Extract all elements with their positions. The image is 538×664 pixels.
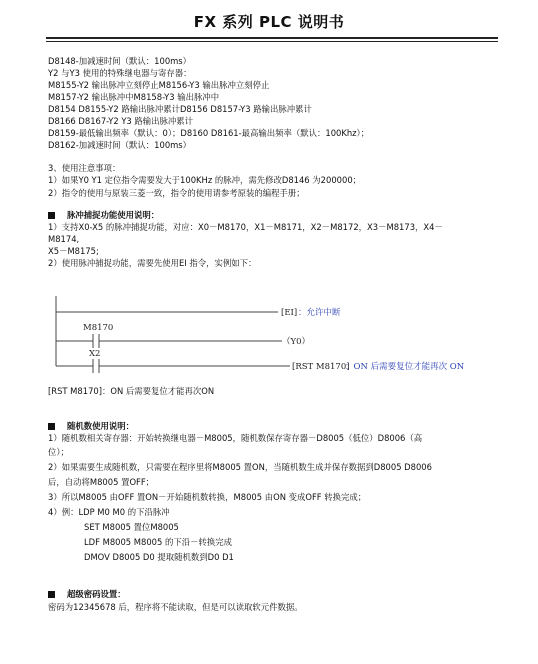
text-line: D8154 D8155-Y2 路输出脉冲累计D8156 D8157-Y3 路输出脉冲累计: [48, 104, 312, 114]
capture-line: M8174,: [48, 234, 80, 244]
random-line: 位）；: [48, 447, 69, 457]
capture-line: 2）使用脉冲捕捉功能，需要先使用EI 指令，实例如下：: [48, 258, 257, 268]
ladder-rst-instruction: [RST M8170]: [292, 362, 350, 372]
ladder-ei-comment: ：允许中断: [298, 308, 341, 318]
notes-heading: 3、使用注意事项：: [48, 163, 121, 173]
text-line: M8155-Y2 输出脉冲立刻停止M8156-Y3 输出脉冲立刻停止: [48, 80, 270, 90]
ladder-contact-label: X2: [89, 349, 101, 359]
text-line: Y2 与Y3 使用的特殊继电器与寄存器：: [48, 68, 192, 78]
ladder-ei-instruction: [EI]: [281, 308, 298, 318]
random-heading-text: 随机数使用说明：: [67, 421, 134, 431]
code-line: DMOV D8005 D0 提取随机数到D0 D1: [84, 552, 234, 562]
code-line: LDF M8005 M8005 的下沿－转换完成: [84, 537, 232, 547]
text-line: D8148-加减速时间（默认：100ms）: [48, 56, 192, 66]
header-rule-thin: [46, 41, 498, 42]
ladder-caption: [RST M8170]：ON 后需要复位才能再次ON: [48, 386, 215, 396]
ladder-contact-label: M8170: [83, 323, 114, 333]
code-line: SET M8005 置位M8005: [84, 522, 179, 532]
random-line: 2）如果需要生成随机数，只需要在程序里将M8005 置ON，当随机数生成并保存数据到D8005 D8006: [48, 462, 432, 472]
ladder-coil: （Y0）: [282, 337, 311, 347]
section-heading-capture: [48, 210, 159, 221]
password-heading-text: 超级密码设置：: [67, 589, 126, 599]
random-line: 后，自动将M8005 置OFF；: [48, 477, 155, 487]
text-line: D8162-加减速时间（默认：100ms）: [48, 140, 192, 150]
capture-heading-text: 脉冲捕捉功能使用说明：: [67, 210, 160, 220]
text-line: D8166 D8167-Y2 Y3 路输出脉冲累计: [48, 116, 194, 126]
bullet-icon: [48, 423, 55, 430]
section-heading-random: [48, 421, 134, 432]
bullet-icon: [48, 212, 55, 219]
capture-line: X5－M8175;: [48, 246, 99, 256]
bullet-icon: [48, 591, 55, 598]
random-line: 1）随机数相关寄存器：开始转换继电器－M8005，随机数保存寄存器－D8005（低位）D8006（高: [48, 433, 423, 443]
random-line: 3）所以M8005 由OFF 置ON－开始随机数转换，M8005 由ON 变成OFF 转换完成；: [48, 492, 367, 502]
random-line: 4）例：LDP M0 M0 的下沿脉冲: [48, 507, 170, 517]
notes-item: 2）指令的使用与原装三菱一致，指令的使用请参考原装的编程手册；: [48, 188, 305, 198]
section-heading-password: [48, 589, 126, 600]
text-line: M8157-Y2 输出脉冲中M8158-Y3 输出脉冲中: [48, 92, 220, 102]
capture-line: 1）支持X0-X5 的脉冲捕捉功能，对应：X0－M8170，X1－M8171，X2－M8172，X3－M8173，X4－: [48, 222, 443, 232]
ladder-diagram: [0, 268, 538, 378]
notes-item: 1）如果Y0 Y1 定位指令需要发大于100KHz 的脉冲，需先修改D8146 为200000；: [48, 175, 362, 185]
text-line: D8159-最低输出频率（默认：0）；D8160 D8161-最高输出频率（默认：100Khz）；: [48, 128, 370, 138]
page-title: FX 系列 PLC 说明书: [193, 13, 345, 31]
password-line: 密码为12345678 后，程序将不能读取，但是可以读取软元件数据。: [48, 602, 303, 612]
ladder-rst-comment: ：ON 后需要复位才能再次 ON: [345, 362, 465, 372]
header-rule-thick: [46, 37, 498, 39]
